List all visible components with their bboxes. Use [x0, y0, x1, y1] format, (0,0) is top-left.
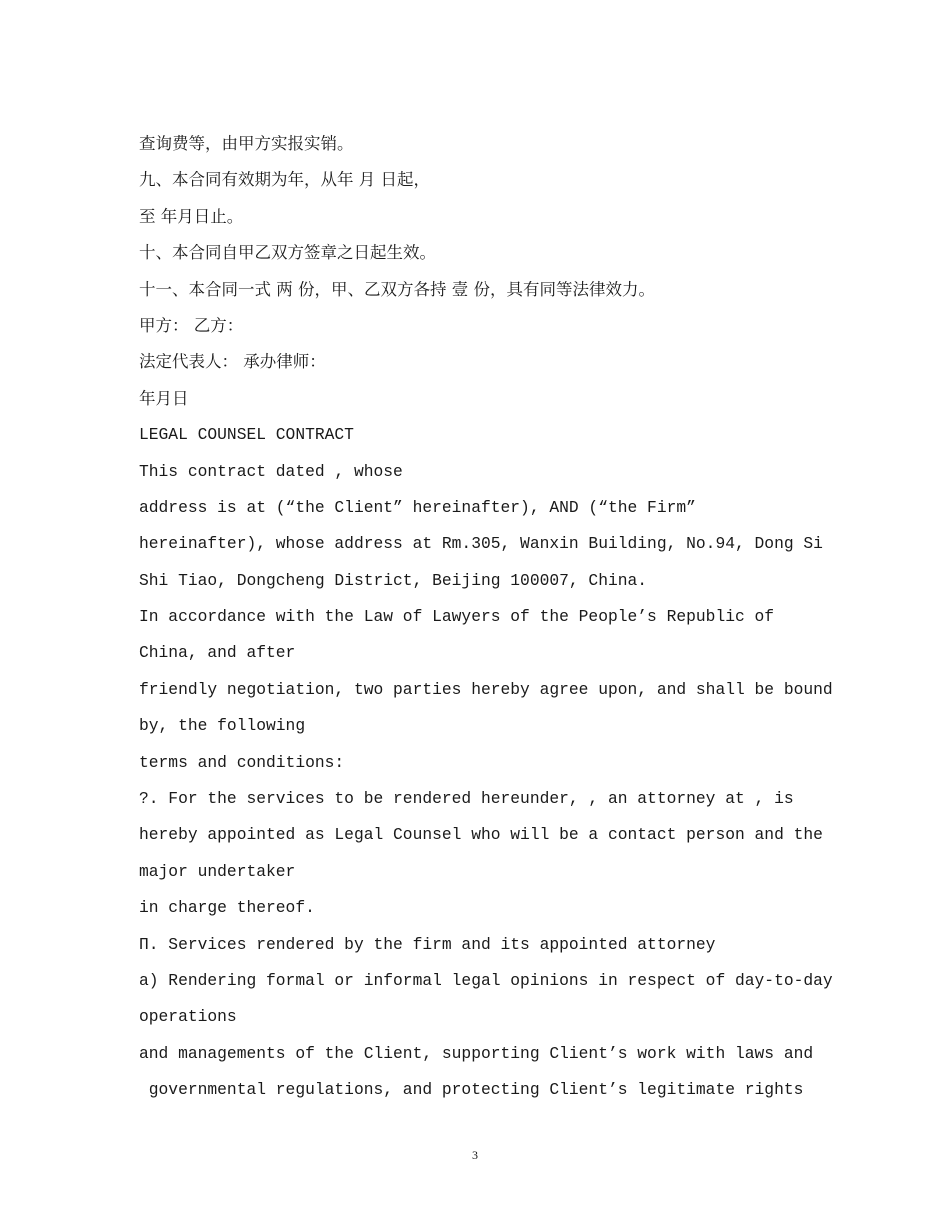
text-line: address is at (“the Client” hereinafter), AND (“the Firm”: [139, 497, 696, 517]
text-line: Π. Services rendered by the firm and its appointed attorney: [139, 934, 716, 954]
text-line: by, the following: [139, 716, 306, 736]
document-body: [139, 126, 833, 1109]
text-line: friendly negotiation, two parties hereby agree upon, and shall be bound: [139, 679, 833, 699]
text-line: hereby appointed as Legal Counsel who will be a contact person and the: [139, 825, 823, 845]
text-line: operations: [139, 1007, 237, 1027]
text-line: a) Rendering formal or informal legal opinions in respect of day-to-day: [139, 970, 833, 990]
text-line: In accordance with the Law of Lawyers of the People’s Republic of: [139, 607, 775, 627]
text-line: 甲方： 乙方：: [139, 315, 244, 335]
text-line: major undertaker: [139, 861, 296, 881]
text-line: 年月日: [139, 388, 189, 408]
text-line: China, and after: [139, 643, 296, 663]
text-line: 至 年月日止。: [139, 206, 244, 226]
text-line: 查询费等，由甲方实报实销。: [139, 134, 354, 153]
text-line: ?. For the services to be rendered hereunder, , an attorney at , is: [139, 789, 794, 809]
english-title: LEGAL COUNSEL CONTRACT: [139, 425, 354, 445]
text-line: and managements of the Client, supporting Client’s work with laws and: [139, 1043, 814, 1063]
text-line: in charge thereof.: [139, 898, 315, 918]
text-line: 十一、本合同一式 两 份，甲、乙双方各持 壹 份，具有同等法律效力。: [139, 279, 655, 299]
text-line: hereinafter), whose address at Rm.305, Wanxin Building, No.94, Dong Si: [139, 534, 823, 554]
text-line: 九、本合同有效期为年，从年 月 日起，: [139, 170, 430, 190]
text-line: 法定代表人： 承办律师：: [139, 352, 326, 372]
text-line: governmental regulations, and protecting Client’s legitimate rights: [139, 1080, 804, 1100]
text-line: Shi Tiao, Dongcheng District, Beijing 100007, China.: [139, 570, 648, 590]
page-number: 3: [472, 1148, 478, 1162]
text-line: This contract dated , whose: [139, 461, 403, 481]
text-line: terms and conditions:: [139, 752, 345, 772]
text-line: 十、本合同自甲乙双方签章之日起生效。: [139, 243, 436, 263]
